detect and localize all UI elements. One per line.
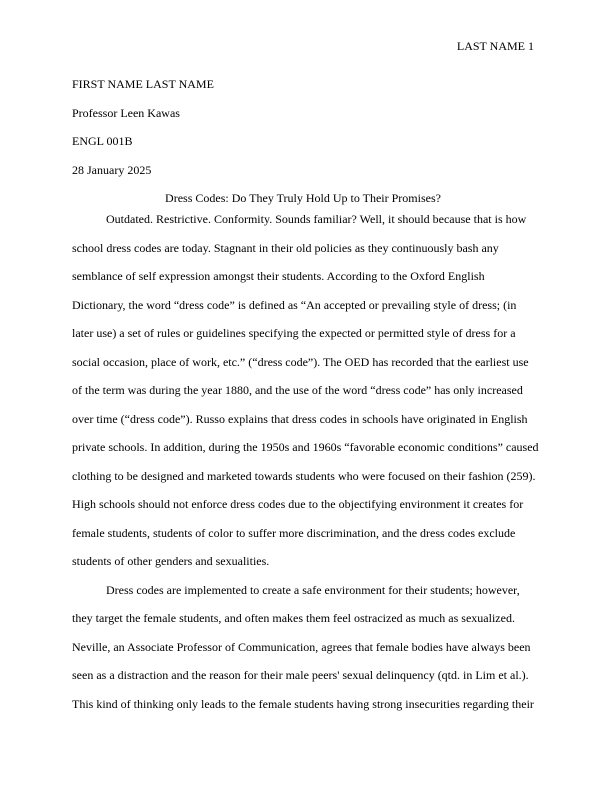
text-line: over time (“dress code”). Russo explains that dress codes in schools have originated in English	[72, 411, 528, 426]
text-line: Dress codes are implemented to create a safe environment for their students; however,	[106, 582, 520, 597]
text-line: Dictionary, the word “dress code” is defined as “An accepted or prevailing style of dress; (in	[72, 297, 517, 312]
mla-heading	[72, 70, 214, 184]
text-line: later use) a set of rules or guidelines specifying the expected or permitted style of dress for a	[72, 326, 516, 340]
text-line: seen as a distraction and the reason for their male peers' sexual delinquency (qtd. in Lim et al.).	[72, 668, 529, 682]
text-line: Neville, an Associate Professor of Communication, agrees that female bodies have always been	[72, 639, 531, 654]
text-line: students of other genders and sexualities.	[72, 554, 270, 568]
text-line: school dress codes are today. Stagnant in their old policies as they continuously bash any	[72, 240, 499, 255]
course-name: ENGL 001B	[72, 134, 133, 148]
text-line: clothing to be designed and marketed towards students who were focused on their fashion (259).	[72, 468, 536, 483]
text-line: of the term was during the year 1880, and the use of the word “dress code” has only increased	[72, 383, 523, 397]
text-line: social occasion, place of work, etc.” (“dress code”). The OED has recorded that the earliest use	[72, 354, 529, 369]
essay-title: Dress Codes: Do They Truly Hold Up to Their Promises?	[165, 191, 441, 205]
text-line: they target the female students, and often makes them feel ostracized as much as sexualized.	[72, 611, 515, 625]
text-line: High schools should not enforce dress codes due to the objectifying environment it creates for	[72, 497, 524, 511]
essay-date: 28 January 2025	[72, 162, 152, 177]
text-line: This kind of thinking only leads to the female students having strong insecurities regarding their	[72, 696, 534, 711]
student-name: FIRST NAME LAST NAME	[72, 77, 214, 91]
professor-name: Professor Leen Kawas	[72, 105, 180, 120]
text-line: semblance of self expression amongst their students. According to the Oxford English	[72, 269, 485, 283]
text-line: female students, students of color to suffer more discrimination, and the dress codes exclude	[72, 525, 516, 540]
running-head: LAST NAME 1	[456, 39, 534, 53]
text-line: private schools. In addition, during the 1950s and 1960s “favorable economic conditions” caused	[72, 440, 539, 454]
text-line: Outdated. Restrictive. Conformity. Sounds familiar? Well, it should because that is how	[106, 212, 527, 226]
